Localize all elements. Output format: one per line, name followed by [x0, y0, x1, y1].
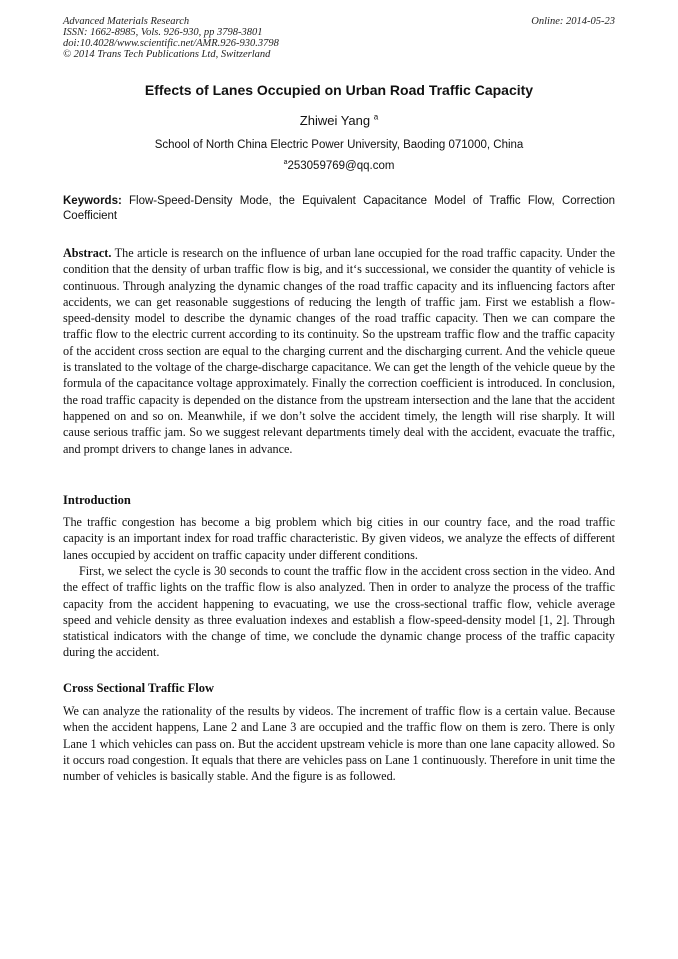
author-email: 253059769@qq.com — [287, 160, 395, 172]
author-line — [0, 113, 678, 129]
doi-line: doi:10.4028/www.scientific.net/AMR.926-930.3798 — [63, 38, 279, 49]
introduction-paragraph: The traffic congestion has become a big problem which big cities in our country face, and the road traffic capacity is an important index for road traffic characteristic. By given videos, we analyze the effects of different lanes occupied by accident on traffic capacity under different conditions. — [63, 515, 615, 562]
keywords — [63, 194, 615, 224]
abstract — [63, 245, 615, 457]
copyright-line: © 2014 Trans Tech Publications Ltd, Switzerland — [63, 49, 271, 60]
journal-name: Advanced Materials Research — [63, 16, 190, 27]
email-line — [0, 159, 678, 174]
author-affil-mark: a — [373, 112, 379, 122]
keywords-text: Flow-Speed-Density Mode, the Equivalent Capacitance Model of Traffic Flow, Correction Coefficient — [63, 195, 615, 222]
abstract-label: Abstract. — [63, 246, 112, 260]
introduction-paragraph: First, we select the cycle is 30 seconds to count the traffic flow in the accident cross section in the video. And the effect of traffic lights on the traffic flow is also analyzed. Then in order to analyze the process of the traffic capacity from the accident happening to evacuating, we use the cross-sectional traffic flow, vehicle average speed and vehicle density as three evaluation indexes and establish a flow-speed-density model [1, 2]. Through statistical indicators with the change of time, we conclude the dynamic change process of the traffic capacity during the accident. — [63, 564, 615, 660]
section-heading-cross-sectional: Cross Sectional Traffic Flow — [63, 681, 215, 695]
affiliation: School of North China Electric Power University, Baoding 071000, China — [154, 139, 524, 151]
issn-line: ISSN: 1662-8985, Vols. 926-930, pp 3798-3801 — [63, 27, 263, 38]
cross-sectional-paragraph: We can analyze the rationality of the results by videos. The increment of traffic flow is a certain value. Because when the accident happens, Lane 2 and Lane 3 are occupied and the traffic flow on them is zero. There is only Lane 1 which vehicles can pass on. But the accident upstream vehicle is more than one lane capacity allowed. So it occurs road congestion. It equals that there are vehicles pass on Lane 1 continuously. Therefore in unit time the number of vehicles is basically stable. And the figure is as followed. — [63, 704, 615, 784]
section-heading-introduction: Introduction — [63, 493, 131, 507]
journal-header — [63, 16, 615, 60]
email-affil-mark: a — [283, 159, 288, 167]
abstract-text: The article is research on the influence of urban lane occupied for the road traffic capacity. Under the condition that the density of urban traffic flow is big, and it‘s successional, we consider the quantity of vehicle is continuous. Through analyzing the dynamic changes of the road traffic capacity and its influencing factors after accidents, we can get reasonable suggestions of reducing the length of traffic jam. First we establish a flow-speed-density model to describe the dynamic changes of the road traffic capacity. Then we can compare the traffic flow to the electric current according to its continuity. So the upstream traffic flow and the traffic capacity of the accident cross section are equal to the charging current and the discharging current. And the vehicle queue is translated to the voltage of the charge-discharge capacitance. We can get the length of the vehicle queue by the formula of the capacitance voltage approximately. Finally the correction coefficient is introduced. In conclusion, the road traffic capacity is depended on the distance from the upstream intersection and the lane that the accident happened on and so on. Meanwhile, if we don’t solve the accident timely, the length will rise sharply. It will cause serious traffic jam. So we suggest relevant departments timely deal with the accident, evacuate the traffic, and prompt drivers to change lanes in advance. — [63, 246, 616, 456]
keywords-label: Keywords: — [63, 195, 122, 207]
online-date: Online: 2014-05-23 — [531, 16, 615, 27]
author-name: Zhiwei Yang — [299, 113, 371, 128]
paper-title: Effects of Lanes Occupied on Urban Road Traffic Capacity — [144, 82, 534, 98]
